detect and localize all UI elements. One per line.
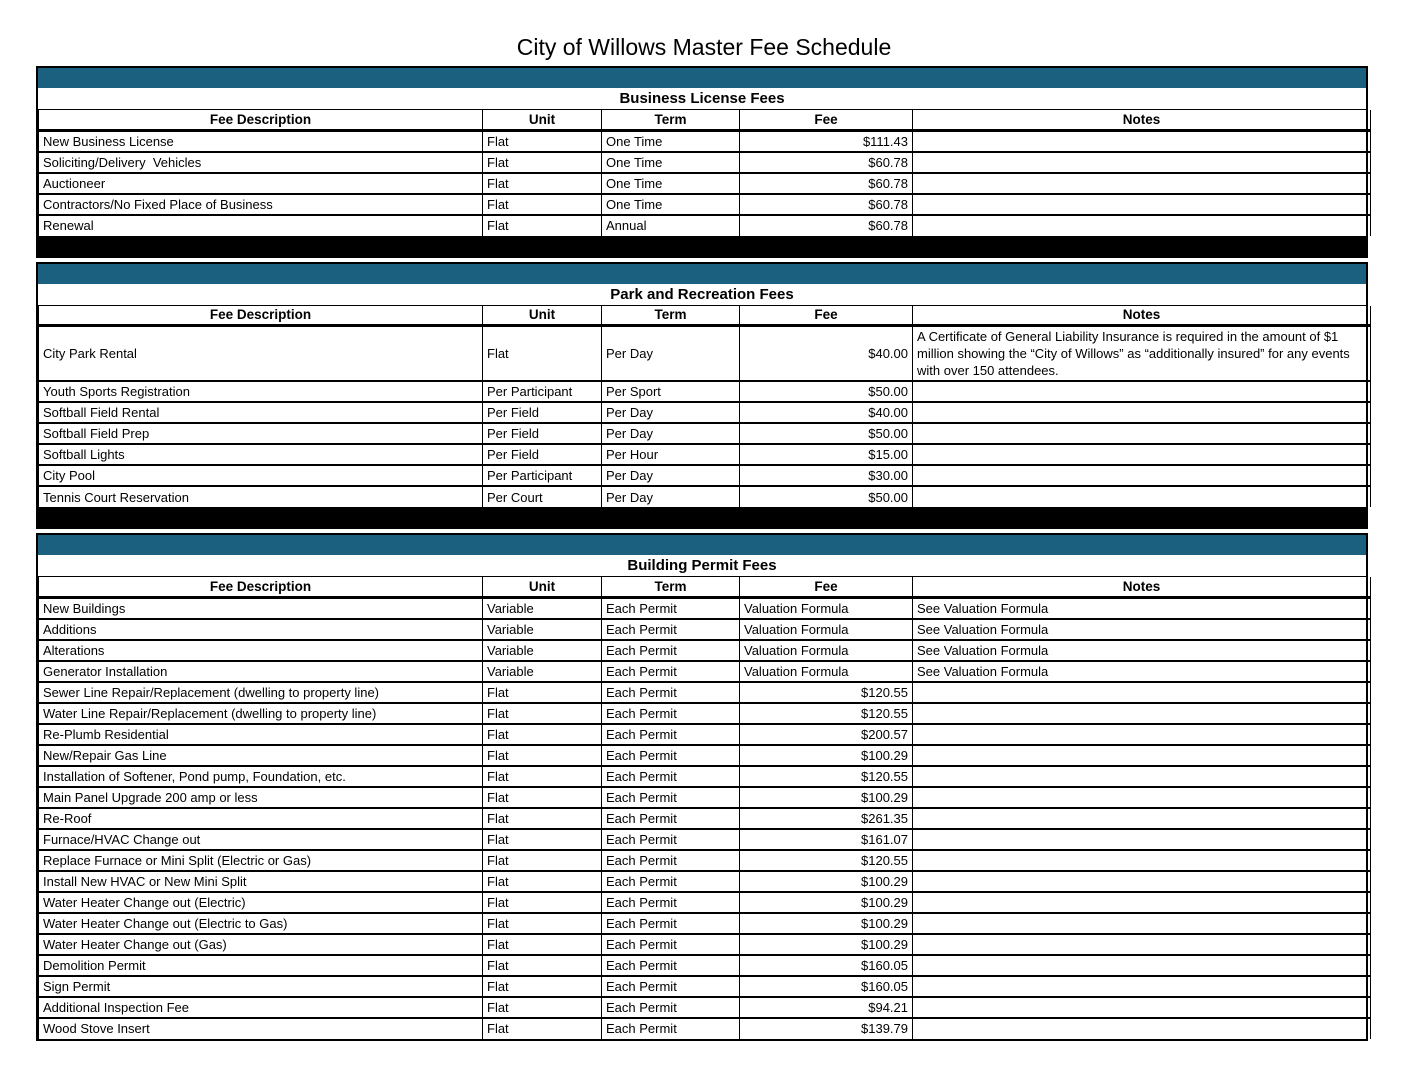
cell-notes <box>913 745 1371 766</box>
cell-fee-description: Sign Permit <box>39 976 483 997</box>
cell-notes <box>913 976 1371 997</box>
cell-fee-description: Demolition Permit <box>39 955 483 976</box>
cell-fee: $161.07 <box>740 829 913 850</box>
cell-notes <box>913 381 1371 402</box>
cell-term: Each Permit <box>602 829 740 850</box>
cell-notes <box>913 130 1371 152</box>
cell-notes <box>913 892 1371 913</box>
table-title: Business License Fees <box>38 88 1366 110</box>
cell-term: Each Permit <box>602 745 740 766</box>
table-row <box>39 871 1371 892</box>
cell-unit: Per Field <box>483 402 602 423</box>
table-row <box>39 152 1371 173</box>
header-row <box>39 577 1371 597</box>
cell-fee-description: Contractors/No Fixed Place of Business <box>39 194 483 215</box>
cell-fee-description: Wood Stove Insert <box>39 1018 483 1039</box>
cell-fee: Valuation Formula <box>740 661 913 682</box>
cell-unit: Variable <box>483 661 602 682</box>
cell-term: Annual <box>602 215 740 236</box>
cell-unit: Flat <box>483 194 602 215</box>
cell-notes: See Valuation Formula <box>913 597 1371 619</box>
cell-unit: Per Court <box>483 486 602 507</box>
cell-fee: Valuation Formula <box>740 640 913 661</box>
column-header-fee: Fee <box>740 306 913 326</box>
cell-unit: Flat <box>483 829 602 850</box>
cell-unit: Flat <box>483 215 602 236</box>
cell-fee-description: Replace Furnace or Mini Split (Electric or Gas) <box>39 850 483 871</box>
business-license-table <box>36 66 1368 238</box>
cell-term: Each Permit <box>602 913 740 934</box>
cell-fee-description: City Pool <box>39 465 483 486</box>
table-row <box>39 444 1371 465</box>
cell-term: Each Permit <box>602 661 740 682</box>
table-accent-bar <box>38 264 1366 284</box>
cell-unit: Flat <box>483 682 602 703</box>
cell-notes <box>913 703 1371 724</box>
table-row <box>39 194 1371 215</box>
cell-notes: A Certificate of General Liability Insurance is required in the amount of $1 million showing the “City of Willows” as “additionally insured” for any events with over 150 attendees. <box>913 326 1371 382</box>
cell-unit: Flat <box>483 326 602 382</box>
column-header-fee-description: Fee Description <box>39 577 483 597</box>
cell-term: Per Day <box>602 326 740 382</box>
column-header-unit: Unit <box>483 110 602 130</box>
cell-notes <box>913 724 1371 745</box>
cell-fee: $120.55 <box>740 682 913 703</box>
cell-fee-description: Re-Plumb Residential <box>39 724 483 745</box>
cell-fee-description: Furnace/HVAC Change out <box>39 829 483 850</box>
cell-notes <box>913 194 1371 215</box>
cell-term: Each Permit <box>602 997 740 1018</box>
column-header-notes: Notes <box>913 306 1371 326</box>
column-header-term: Term <box>602 110 740 130</box>
cell-unit: Flat <box>483 703 602 724</box>
cell-unit: Flat <box>483 152 602 173</box>
cell-fee: $40.00 <box>740 402 913 423</box>
cell-term: Per Day <box>602 402 740 423</box>
cell-term: Each Permit <box>602 682 740 703</box>
cell-fee: $100.29 <box>740 787 913 808</box>
table-row <box>39 597 1371 619</box>
cell-fee-description: Sewer Line Repair/Replacement (dwelling to property line) <box>39 682 483 703</box>
cell-fee-description: New/Repair Gas Line <box>39 745 483 766</box>
column-header-notes: Notes <box>913 577 1371 597</box>
column-header-notes: Notes <box>913 110 1371 130</box>
cell-fee: $200.57 <box>740 724 913 745</box>
cell-unit: Flat <box>483 787 602 808</box>
cell-unit: Variable <box>483 597 602 619</box>
cell-unit: Flat <box>483 955 602 976</box>
cell-term: Each Permit <box>602 597 740 619</box>
cell-fee: $50.00 <box>740 486 913 507</box>
column-header-term: Term <box>602 577 740 597</box>
column-header-fee-description: Fee Description <box>39 306 483 326</box>
cell-unit: Flat <box>483 850 602 871</box>
cell-term: Each Permit <box>602 640 740 661</box>
cell-term: Each Permit <box>602 724 740 745</box>
table-header <box>39 110 1371 130</box>
cell-notes <box>913 850 1371 871</box>
table-row <box>39 1018 1371 1039</box>
cell-term: Each Permit <box>602 850 740 871</box>
cell-fee-description: Generator Installation <box>39 661 483 682</box>
cell-fee-description: Water Heater Change out (Electric) <box>39 892 483 913</box>
fee-table <box>38 577 1371 1039</box>
table-row <box>39 913 1371 934</box>
table-row <box>39 486 1371 507</box>
cell-fee: Valuation Formula <box>740 597 913 619</box>
cell-notes <box>913 997 1371 1018</box>
cell-term: Each Permit <box>602 1018 740 1039</box>
cell-unit: Flat <box>483 892 602 913</box>
cell-unit: Flat <box>483 724 602 745</box>
cell-term: Per Day <box>602 465 740 486</box>
cell-fee: $40.00 <box>740 326 913 382</box>
building-permit-table <box>36 533 1368 1041</box>
cell-term: Per Day <box>602 486 740 507</box>
cell-notes <box>913 152 1371 173</box>
fee-table <box>38 110 1371 236</box>
cell-fee: $60.78 <box>740 173 913 194</box>
cell-fee-description: Tennis Court Reservation <box>39 486 483 507</box>
table-row <box>39 130 1371 152</box>
cell-fee: $30.00 <box>740 465 913 486</box>
cell-term: Each Permit <box>602 871 740 892</box>
cell-term: Each Permit <box>602 934 740 955</box>
cell-fee: $100.29 <box>740 934 913 955</box>
table-row <box>39 808 1371 829</box>
cell-fee: $50.00 <box>740 423 913 444</box>
table-row <box>39 465 1371 486</box>
cell-fee-description: Water Heater Change out (Gas) <box>39 934 483 955</box>
table-row <box>39 829 1371 850</box>
table-row <box>39 850 1371 871</box>
table-row <box>39 724 1371 745</box>
table-row <box>39 682 1371 703</box>
cell-term: Each Permit <box>602 703 740 724</box>
cell-fee-description: Softball Field Rental <box>39 402 483 423</box>
table-header <box>39 306 1371 326</box>
table-accent-bar <box>38 68 1366 88</box>
cell-fee: Valuation Formula <box>740 619 913 640</box>
cell-unit: Per Field <box>483 423 602 444</box>
cell-unit: Flat <box>483 173 602 194</box>
table-title: Park and Recreation Fees <box>38 284 1366 306</box>
cell-fee: $15.00 <box>740 444 913 465</box>
cell-notes <box>913 787 1371 808</box>
cell-fee: $261.35 <box>740 808 913 829</box>
table-row <box>39 215 1371 236</box>
cell-notes <box>913 486 1371 507</box>
cell-notes <box>913 682 1371 703</box>
table-accent-bar <box>38 535 1366 555</box>
cell-term: Each Permit <box>602 892 740 913</box>
section-separator-bar <box>36 238 1368 258</box>
table-row <box>39 661 1371 682</box>
table-body <box>39 597 1371 1039</box>
table-row <box>39 173 1371 194</box>
park-recreation-table <box>36 262 1368 510</box>
cell-unit: Variable <box>483 640 602 661</box>
cell-notes: See Valuation Formula <box>913 640 1371 661</box>
cell-fee-description: New Business License <box>39 130 483 152</box>
cell-notes <box>913 871 1371 892</box>
cell-term: Each Permit <box>602 787 740 808</box>
cell-fee-description: Additional Inspection Fee <box>39 997 483 1018</box>
cell-fee-description: Water Line Repair/Replacement (dwelling to property line) <box>39 703 483 724</box>
table-row <box>39 976 1371 997</box>
table-row <box>39 934 1371 955</box>
cell-fee: $50.00 <box>740 381 913 402</box>
column-header-fee: Fee <box>740 110 913 130</box>
cell-notes: See Valuation Formula <box>913 661 1371 682</box>
cell-notes <box>913 829 1371 850</box>
fee-table <box>38 306 1371 508</box>
table-row <box>39 892 1371 913</box>
cell-fee-description: Softball Field Prep <box>39 423 483 444</box>
cell-fee: $100.29 <box>740 745 913 766</box>
cell-fee: $100.29 <box>740 913 913 934</box>
cell-term: Each Permit <box>602 955 740 976</box>
cell-fee: $94.21 <box>740 997 913 1018</box>
cell-unit: Flat <box>483 976 602 997</box>
table-title: Building Permit Fees <box>38 555 1366 577</box>
cell-notes <box>913 913 1371 934</box>
table-body <box>39 130 1371 236</box>
cell-notes <box>913 808 1371 829</box>
cell-fee-description: Main Panel Upgrade 200 amp or less <box>39 787 483 808</box>
cell-fee: $120.55 <box>740 766 913 787</box>
cell-unit: Flat <box>483 913 602 934</box>
table-header <box>39 577 1371 597</box>
cell-term: Per Day <box>602 423 740 444</box>
table-row <box>39 423 1371 444</box>
cell-term: Each Permit <box>602 976 740 997</box>
cell-fee-description: Youth Sports Registration <box>39 381 483 402</box>
cell-fee: $100.29 <box>740 892 913 913</box>
header-row <box>39 110 1371 130</box>
cell-term: One Time <box>602 194 740 215</box>
cell-unit: Flat <box>483 808 602 829</box>
table-row <box>39 640 1371 661</box>
column-header-unit: Unit <box>483 577 602 597</box>
cell-fee: $120.55 <box>740 850 913 871</box>
table-row <box>39 619 1371 640</box>
cell-fee: $139.79 <box>740 1018 913 1039</box>
cell-notes: See Valuation Formula <box>913 619 1371 640</box>
cell-unit: Flat <box>483 997 602 1018</box>
cell-term: One Time <box>602 173 740 194</box>
table-row <box>39 402 1371 423</box>
cell-term: Each Permit <box>602 619 740 640</box>
cell-notes <box>913 402 1371 423</box>
cell-term: Each Permit <box>602 808 740 829</box>
cell-unit: Flat <box>483 130 602 152</box>
table-row <box>39 745 1371 766</box>
page-title: City of Willows Master Fee Schedule <box>516 34 892 60</box>
cell-fee: $160.05 <box>740 955 913 976</box>
cell-unit: Flat <box>483 745 602 766</box>
table-row <box>39 787 1371 808</box>
cell-fee-description: New Buildings <box>39 597 483 619</box>
cell-fee: $111.43 <box>740 130 913 152</box>
cell-fee: $60.78 <box>740 152 913 173</box>
cell-fee-description: Auctioneer <box>39 173 483 194</box>
cell-notes <box>913 955 1371 976</box>
cell-notes <box>913 423 1371 444</box>
cell-unit: Flat <box>483 1018 602 1039</box>
header-row <box>39 306 1371 326</box>
cell-notes <box>913 444 1371 465</box>
cell-term: Each Permit <box>602 766 740 787</box>
cell-term: One Time <box>602 130 740 152</box>
cell-unit: Per Field <box>483 444 602 465</box>
cell-fee-description: Additions <box>39 619 483 640</box>
cell-fee: $60.78 <box>740 215 913 236</box>
cell-fee-description: Softball Lights <box>39 444 483 465</box>
cell-notes <box>913 1018 1371 1039</box>
cell-unit: Flat <box>483 766 602 787</box>
table-row <box>39 955 1371 976</box>
cell-fee-description: Soliciting/Delivery Vehicles <box>39 152 483 173</box>
cell-notes <box>913 465 1371 486</box>
cell-notes <box>913 934 1371 955</box>
cell-notes <box>913 766 1371 787</box>
table-row <box>39 703 1371 724</box>
cell-fee-description: Renewal <box>39 215 483 236</box>
table-row <box>39 381 1371 402</box>
cell-unit: Flat <box>483 871 602 892</box>
column-header-term: Term <box>602 306 740 326</box>
cell-unit: Per Participant <box>483 465 602 486</box>
cell-fee: $120.55 <box>740 703 913 724</box>
cell-fee: $100.29 <box>740 871 913 892</box>
section-separator-bar <box>36 509 1368 529</box>
cell-fee-description: Installation of Softener, Pond pump, Foundation, etc. <box>39 766 483 787</box>
table-row <box>39 766 1371 787</box>
cell-term: Per Sport <box>602 381 740 402</box>
column-header-fee-description: Fee Description <box>39 110 483 130</box>
cell-unit: Variable <box>483 619 602 640</box>
cell-fee: $160.05 <box>740 976 913 997</box>
cell-fee-description: Re-Roof <box>39 808 483 829</box>
cell-unit: Per Participant <box>483 381 602 402</box>
cell-term: Per Hour <box>602 444 740 465</box>
cell-unit: Flat <box>483 934 602 955</box>
column-header-unit: Unit <box>483 306 602 326</box>
cell-fee-description: Install New HVAC or New Mini Split <box>39 871 483 892</box>
table-row <box>39 326 1371 382</box>
cell-fee-description: Alterations <box>39 640 483 661</box>
cell-term: One Time <box>602 152 740 173</box>
cell-notes <box>913 173 1371 194</box>
table-body <box>39 326 1371 508</box>
cell-fee: $60.78 <box>740 194 913 215</box>
cell-fee-description: City Park Rental <box>39 326 483 382</box>
cell-fee-description: Water Heater Change out (Electric to Gas) <box>39 913 483 934</box>
column-header-fee: Fee <box>740 577 913 597</box>
cell-notes <box>913 215 1371 236</box>
table-row <box>39 997 1371 1018</box>
